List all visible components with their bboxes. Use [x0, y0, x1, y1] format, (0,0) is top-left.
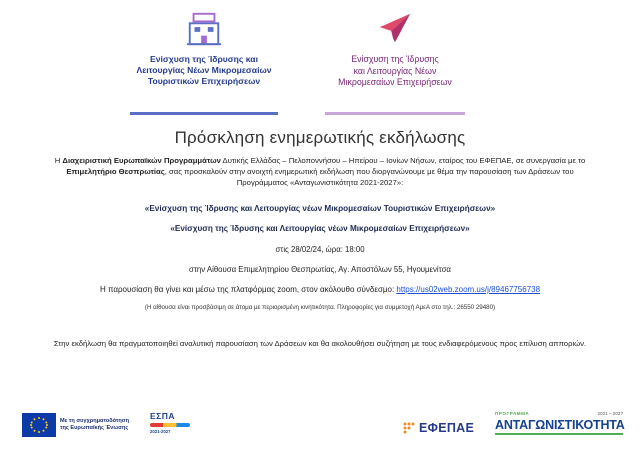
- eu-text-line: της Ευρωπαϊκής Ένωσης: [60, 425, 129, 431]
- antag-program-label: ΠΡΟΓΡΑΜΜΑ: [495, 411, 530, 416]
- page-title: Πρόσκληση ενημερωτικής εκδήλωσης: [174, 128, 466, 147]
- efepae-word: ΕΦΕΠΑΕ: [419, 421, 475, 435]
- intro-text: Δυτικής Ελλάδας – Πελοποννήσου – Ηπείρου – Ιονίων Νήσων, εταίρος του ΕΦΕΠΑΕ, σε συνεργασία με το: [220, 156, 586, 165]
- zoom-link[interactable]: https://us02web.zoom.us/j/89467756738: [396, 285, 541, 294]
- antag-underline: [495, 433, 623, 435]
- banner-left-line: Λειτουργίας Νέων Μικρομεσαίων: [136, 65, 272, 75]
- espa-word: ΕΣΠΑ: [150, 411, 176, 421]
- online-text: Η παρουσίαση θα γίνει και μέσω της πλατφόρμας zoom, στον ακόλουθο σύνδεσμο:: [99, 285, 397, 294]
- banner-left-line: Ενίσχυση της Ίδρυσης και: [150, 54, 258, 64]
- espa-logo: [150, 411, 190, 439]
- banner-left-line: Τουριστικών Επιχειρήσεων: [147, 76, 261, 86]
- intro-text: , σας προσκαλούν στην ανοιχτή ενημερωτική εκδήλωση που διοργανώνουμε με θέμα την παρουσίαση των Δράσεων του Προγράμματος «Ανταγωνιστικότητα 2021-2027»:: [164, 167, 574, 188]
- paper-plane-icon: [376, 10, 414, 48]
- eu-text-line: Με τη συγχρηματοδότηση: [60, 418, 130, 424]
- banner-right-text: [338, 54, 452, 89]
- accessibility-note: (Η αίθουσα είναι προσβάσιμη σε άτομα με περιορισμένη κινητικότητα. Πληροφορίες για συμμετοχή ΑμεΑ στο τηλ.: 26550 29480): [144, 304, 496, 311]
- banner-right: [325, 0, 465, 115]
- intro-bold: Διαχειριστική Ευρωπαϊκών Προγραμμάτων: [62, 156, 221, 165]
- subject-tourism: «Ενίσχυση της Ίδρυσης και Λειτουργίας νέων Μικρομεσαίων Τουριστικών Επιχειρήσεων»: [144, 204, 496, 213]
- eu-flag-logo: [22, 413, 56, 437]
- event-datetime: στις 28/02/24, ώρα: 18:00: [275, 245, 365, 254]
- banner-left: [130, 0, 278, 115]
- eu-stars-icon: [22, 413, 56, 437]
- eu-cofunding-text: [60, 418, 150, 432]
- online-info: [0, 285, 640, 294]
- event-location: στην Αίθουσα Επιμελητηρίου Θεσπρωτίας, Αγ. Αποστόλων 55, Ηγουμενίτσα: [189, 265, 451, 274]
- closing-paragraph: Στην εκδήλωση θα πραγματοποιηθεί αναλυτική παρουσίαση των Δράσεων και θα ακολουθήσει συζήτηση με τους ενδιαφερόμενους προς επίλυση απποριών.: [53, 339, 587, 348]
- banner-right-line: Ενίσχυση της Ίδρυσης: [351, 54, 439, 64]
- efepae-logo: [402, 417, 478, 439]
- antagonistikotita-logo: [495, 411, 623, 435]
- efepae-dots-icon: [402, 421, 416, 435]
- antag-years: 2021 – 2027: [597, 411, 623, 416]
- banner-left-text: [136, 54, 271, 87]
- subject-general: «Ενίσχυση της Ίδρυσης και Λειτουργίας νέων Μικρομεσαίων Επιχειρήσεων»: [170, 224, 470, 233]
- intro-bold: Επιμελητήριο Θεσπρωτίας: [66, 167, 165, 177]
- antag-header: [495, 411, 623, 416]
- banner-right-line: Μικρομεσαίων Επιχειρήσεων: [338, 77, 452, 87]
- intro-text: Η: [54, 156, 63, 165]
- banner-right-line: και Λειτουργίας Νέων: [353, 65, 437, 76]
- espa-years: 2021-2027: [150, 429, 171, 434]
- espa-color-bar: [150, 423, 190, 427]
- building-icon: [185, 10, 223, 48]
- antag-title: ΑΝΤΑΓΩΝΙΣΤΙΚΟΤΗΤΑ: [495, 418, 625, 432]
- intro-paragraph: [48, 155, 592, 189]
